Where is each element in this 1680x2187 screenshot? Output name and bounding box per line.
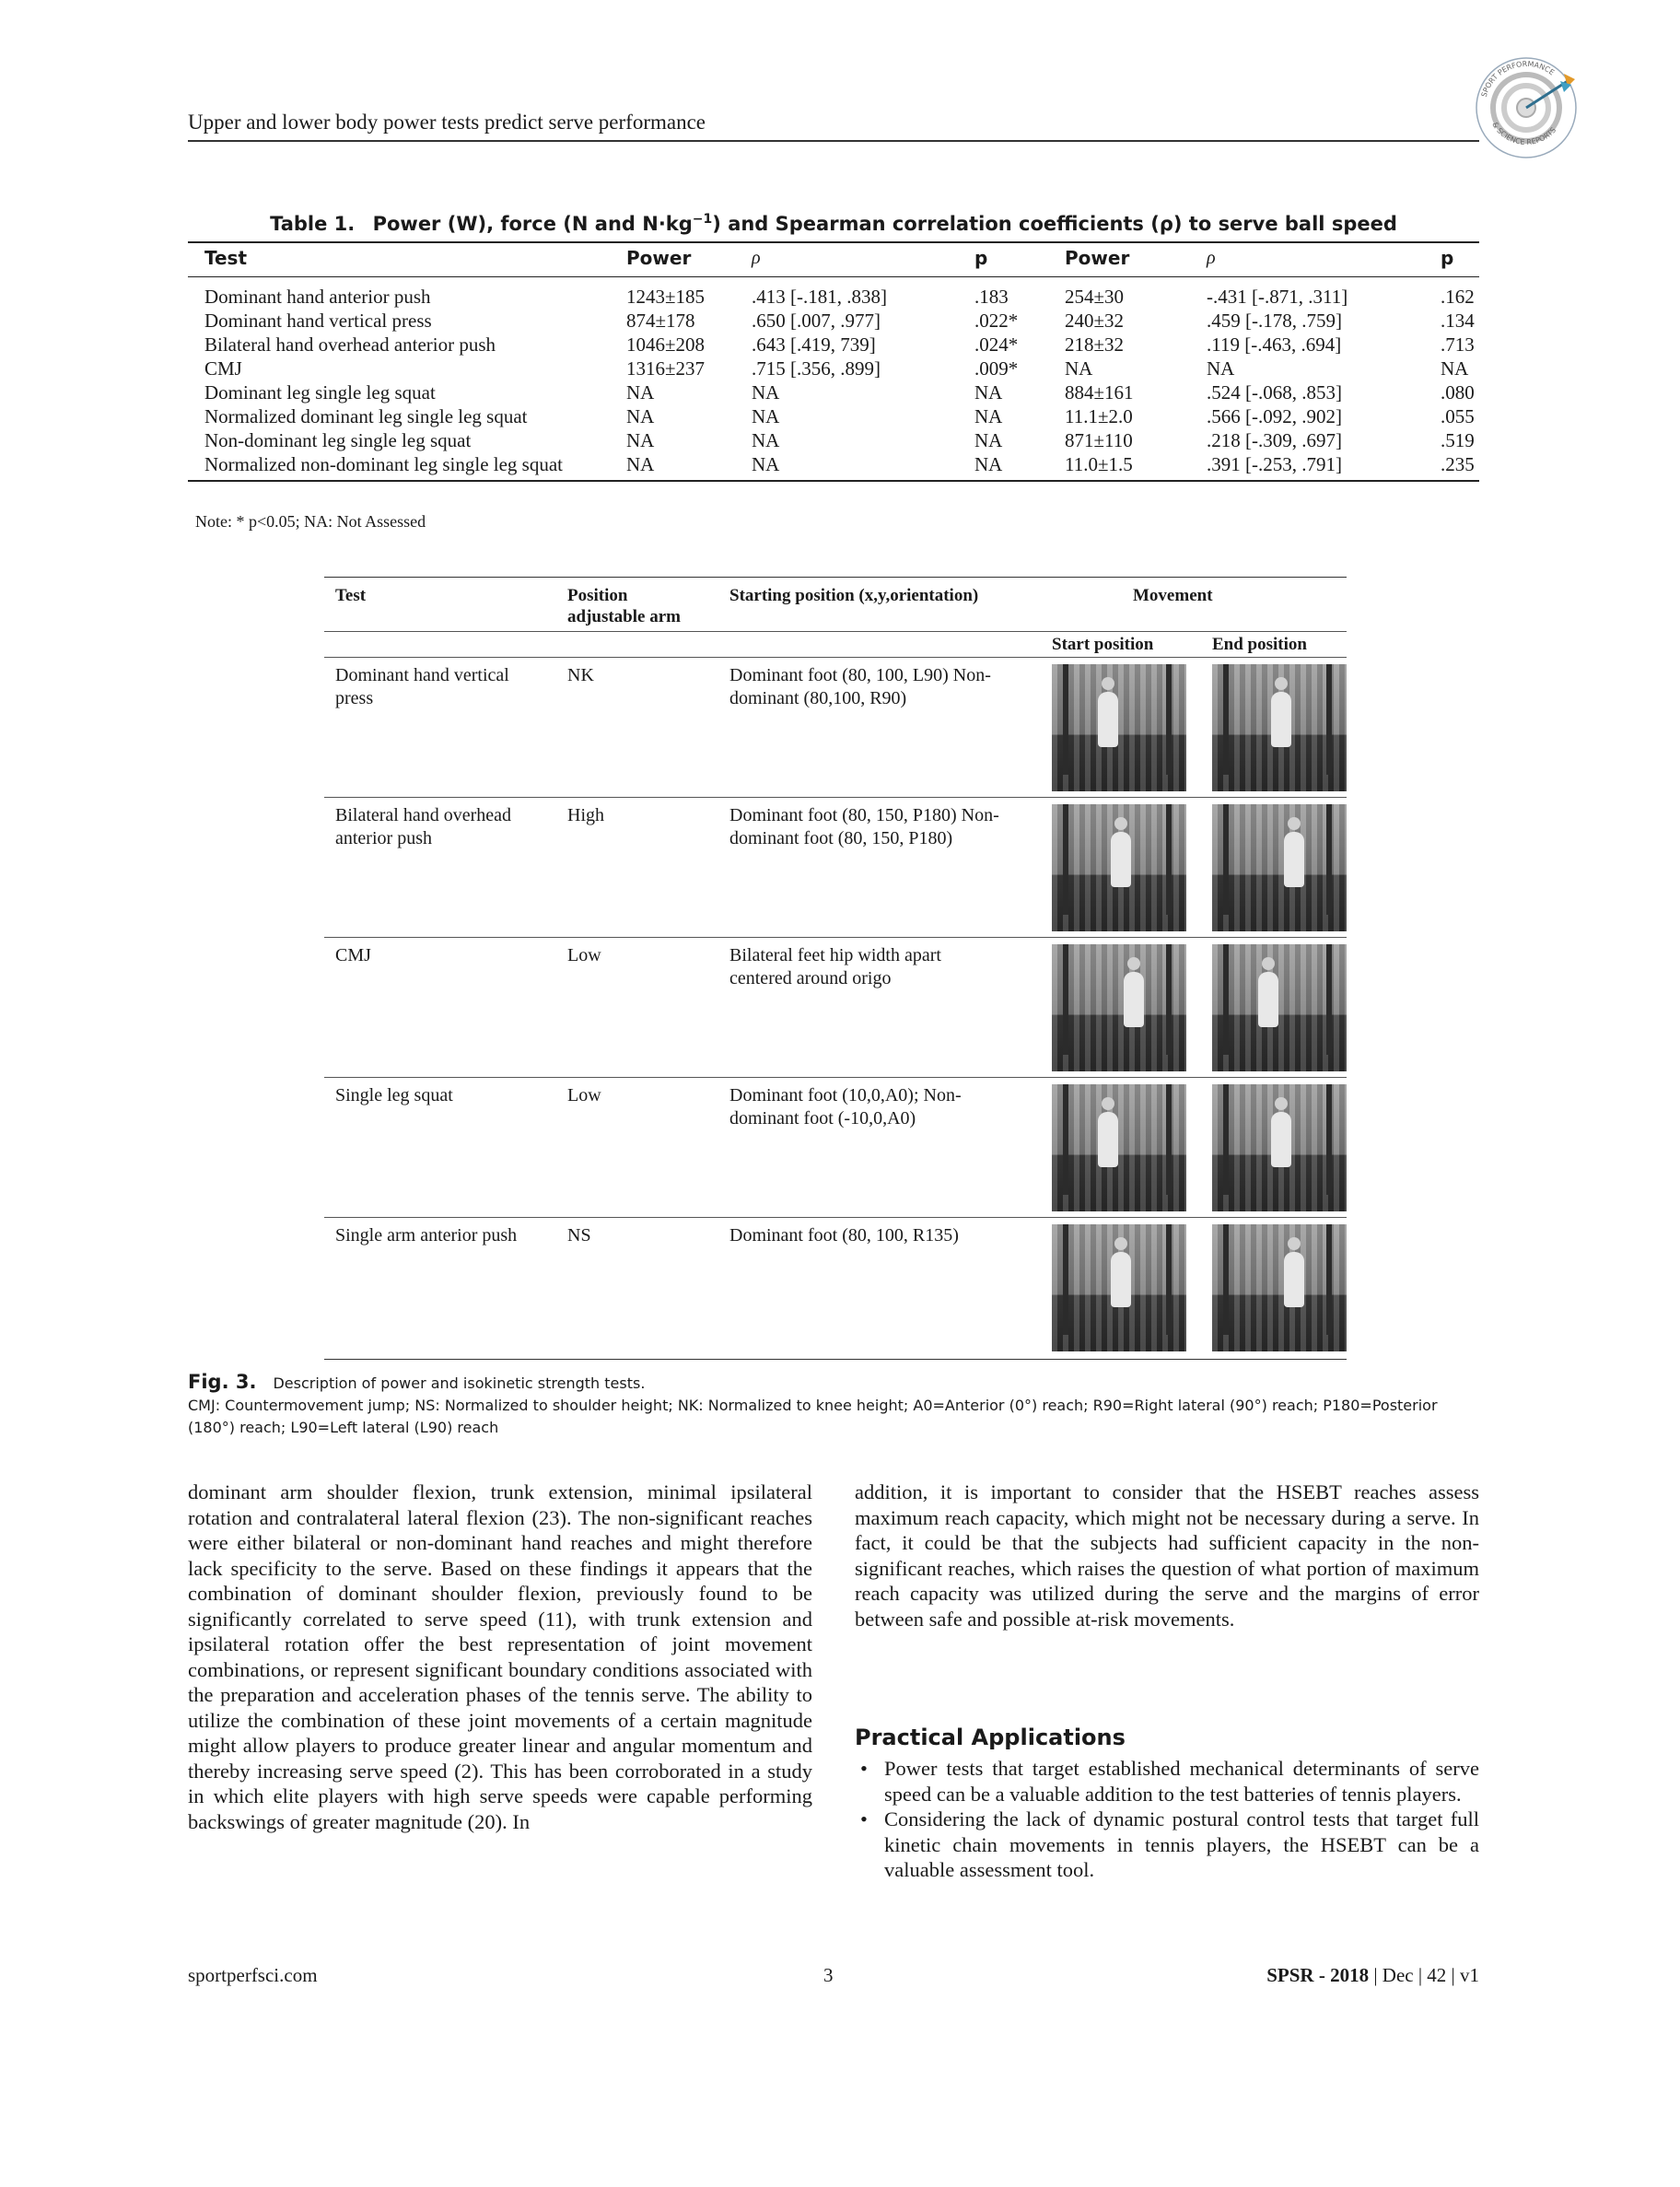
table1-caption [188,212,1479,235]
fig3-start-photo [1052,804,1186,931]
table1-body [188,277,1479,482]
table1-label: Table 1. [270,213,356,235]
table-cell: -.431 [-.871, .311] [1207,286,1348,308]
rack-frame [1223,1224,1229,1335]
fig3-position: Low [567,1085,601,1105]
table-cell: Bilateral hand overhead anterior push [204,333,496,356]
athlete-figure [1098,1112,1118,1167]
fig3-caption-text: CMJ: Countermovement jump; NS: Normalized to shoulder height; NK: Normalized to knee height; A0=Anterior (0°) reach; R90=Right lateral (90°) reach; P180=Posterior (180°) reach; L90=Left lateral (L90) reach [188,1397,1438,1436]
practical-applications-heading: Practical Applications [855,1725,1126,1750]
rack-frame [1223,664,1229,775]
rack-frame [1326,1084,1332,1195]
fig3-test-name: Dominant hand vertical press [335,665,509,708]
table-cell: NA [1207,357,1235,380]
fig3-starting-position: Dominant foot (80, 100, L90) Non-dominant (80,100, R90) [729,665,991,708]
table-cell: .519 [1441,429,1475,451]
header-rule [188,140,1479,142]
fig3-divider [324,1217,1347,1218]
footer-issue: | Dec | 42 | v1 [1369,1964,1479,1986]
rack-frame [1326,804,1332,915]
table-cell: NA [1441,357,1469,380]
fig3-header-start: Start position [1052,635,1154,654]
table-cell: NA [752,405,780,427]
fig3-starting-position: Dominant foot (10,0,A0); Non-dominant foot (-10,0,A0) [729,1085,962,1129]
fig3-divider [324,631,1347,632]
figure3-table [324,577,1347,1360]
athlete-figure [1284,1252,1304,1307]
table-cell: .055 [1441,405,1475,427]
athlete-figure [1124,972,1144,1027]
table-cell: .715 [.356, .899] [752,357,881,380]
fig3-end-photo [1212,804,1347,931]
table-row [188,333,1479,357]
fig3-end-photo [1212,664,1347,791]
table-cell: 871±110 [1065,429,1133,451]
table-cell: 1046±208 [626,333,706,356]
table-cell: .022* [974,310,1019,332]
table-cell: NA [752,381,780,403]
table-cell: 884±161 [1065,381,1134,403]
table1 [188,241,1479,482]
rack-frame [1063,804,1068,915]
table-row [188,404,1479,428]
rack-frame [1223,1084,1229,1195]
rack-frame [1166,664,1172,775]
rack-frame [1326,1224,1332,1335]
table-cell: .650 [.007, .977] [752,310,881,332]
table-row [188,309,1479,333]
athlete-figure [1111,1252,1131,1307]
table-cell: .235 [1424,452,1479,481]
rack-frame [1223,804,1229,915]
fig3-end-photo [1212,1224,1347,1351]
fig3-position: High [567,805,604,825]
table-cell: .643 [.419, 739] [752,333,876,356]
table-cell: .413 [-.181, .838] [752,286,887,308]
practical-applications-list [855,1756,1479,1883]
table1-header-cell: ρ [1190,242,1424,277]
table-cell: Normalized non-dominant leg single leg squat [188,452,610,481]
fig3-header-position: Position adjustable arm [567,586,681,626]
footer-page-number: 3 [823,1964,834,1986]
table-cell: .134 [1441,310,1475,332]
table-cell: NA [974,405,1003,427]
fig3-end-photo [1212,944,1347,1071]
table-cell: 874±178 [626,310,695,332]
table-cell: .183 [974,286,1009,308]
table-cell: 1316±237 [626,357,706,380]
fig3-position: NK [567,665,594,685]
running-header: Upper and lower body power tests predict serve performance [188,111,706,134]
table-cell: NA [735,452,958,481]
table-cell: 11.0±1.5 [1048,452,1190,481]
athlete-figure [1258,972,1278,1027]
athlete-figure [1271,1112,1291,1167]
table-cell: NA [1065,357,1093,380]
table-cell: .524 [-.068, .853] [1207,381,1342,403]
table-cell: Dominant leg single leg squat [204,381,436,403]
table1-header-row [188,242,1479,277]
table-cell: NA [958,452,1048,481]
fig3-starting-position: Dominant foot (80, 150, P180) Non-dominant foot (80, 150, P180) [729,805,999,848]
logo-text-top: SPORT PERFORMANCE [1479,59,1557,99]
rack-frame [1166,804,1172,915]
table-cell: .024* [974,333,1019,356]
table1-header-cell: ρ [735,242,958,277]
table-cell: .218 [-.309, .697] [1207,429,1342,451]
table1-title-sup: −1 [692,212,713,227]
table-row [188,428,1479,452]
fig3-header-test: Test [335,586,367,605]
table-cell: 11.1±2.0 [1065,405,1133,427]
fig3-start-photo [1052,944,1186,1071]
fig3-header-end: End position [1212,635,1307,654]
table-cell: .162 [1441,286,1475,308]
table1-title-tail: ) and Spearman correlation coefficients (ρ) to serve ball speed [712,213,1397,235]
table-row [188,380,1479,404]
table-cell: .459 [-.178, .759] [1207,310,1342,332]
figure3-caption [188,1371,1481,1439]
table-row [188,357,1479,380]
rack-frame [1166,944,1172,1055]
fig3-divider [324,657,1347,658]
fig3-end-photo [1212,1084,1347,1211]
rack-frame [1063,1084,1068,1195]
table1-header-cell: p [958,242,1048,277]
table1-header-cell: p [1424,242,1479,277]
table-cell: NA [974,381,1003,403]
rack-frame [1063,944,1068,1055]
fig3-divider [324,937,1347,938]
table-cell: NA [974,429,1003,451]
table-cell: Non-dominant leg single leg squat [204,429,472,451]
table1-note: Note: * p<0.05; NA: Not Assessed [195,512,426,531]
table1-header-cell: Test [188,242,610,277]
table-row [188,452,1479,481]
fig3-test-name: Single leg squat [335,1085,453,1105]
fig3-starting-position: Bilateral feet hip width apart centered around origo [729,945,941,988]
table-cell: .119 [-.463, .694] [1207,333,1342,356]
table-cell: NA [610,452,735,481]
table-cell: 218±32 [1065,333,1125,356]
table1-title: Power (W), force (N and N·kg [372,213,693,235]
table-cell: NA [626,429,655,451]
table-cell: 1243±185 [626,286,706,308]
table-cell: 240±32 [1065,310,1125,332]
table-cell: Dominant hand anterior push [204,286,431,308]
fig3-caption-title: Description of power and isokinetic strength tests. [273,1374,646,1392]
list-item: • Considering the lack of dynamic postural control tests that target full kinetic chain movements in tennis players, the HSEBT can be a valuable assessment tool. [855,1807,1479,1883]
footer-website: sportperfsci.com [188,1964,318,1986]
table-cell: NA [626,381,655,403]
table-cell: .566 [-.092, .902] [1207,405,1342,427]
rack-frame [1166,1224,1172,1335]
athlete-figure [1271,692,1291,747]
table-cell: .080 [1441,381,1475,403]
rack-frame [1326,664,1332,775]
table-cell: CMJ [204,357,242,380]
table-cell: Dominant hand vertical press [204,310,432,332]
fig3-start-photo [1052,1084,1186,1211]
table-cell: Normalized dominant leg single leg squat [204,405,528,427]
rack-frame [1166,1084,1172,1195]
fig3-divider [324,797,1347,798]
logo-text-bottom: & SCIENCE REPORTS [1490,120,1558,146]
table-cell: NA [752,429,780,451]
fig3-header-starting: Starting position (x,y,orientation) [729,586,979,605]
fig3-header-movement: Movement [1133,586,1213,605]
fig3-divider [324,1077,1347,1078]
rack-frame [1063,1224,1068,1335]
fig3-start-photo [1052,1224,1186,1351]
journal-logo-icon [1472,53,1581,162]
table-cell: 254±30 [1065,286,1125,308]
footer-journal-name: SPSR - 2018 [1266,1964,1370,1986]
fig3-test-name: Single arm anterior push [335,1225,518,1246]
fig3-test-name: Bilateral hand overhead anterior push [335,805,512,848]
table-cell: .713 [1441,333,1475,356]
footer-journal [1266,1964,1479,1987]
fig3-position: NS [567,1225,591,1246]
fig3-position: Low [567,945,601,965]
athlete-figure [1098,692,1118,747]
list-item: • Power tests that target established mechanical determinants of serve speed can be a valuable addition to the test batteries of tennis players. [855,1756,1479,1807]
fig3-starting-position: Dominant foot (80, 100, R135) [729,1225,959,1246]
fig3-test-name: CMJ [335,945,371,965]
fig3-caption-label: Fig. 3. [188,1371,257,1393]
rack-frame [1223,944,1229,1055]
rack-frame [1326,944,1332,1055]
table1-header-cell: Power [1048,242,1190,277]
athlete-figure [1111,832,1131,887]
table-cell: NA [626,405,655,427]
rack-frame [1063,664,1068,775]
body-right-column: addition, it is important to consider that the HSEBT reaches assess maximum reach capacity, which might not be necessary during a serve. In fact, it could be that the subjects had sufficient capacity in the non-significant reaches, which raises the question of what portion of maximum reach capacity was utilized during the serve and the margins of error between safe and possible at-risk movements. [855,1480,1479,1631]
athlete-figure [1284,832,1304,887]
table-cell: .391 [-.253, .791] [1190,452,1424,481]
fig3-start-photo [1052,664,1186,791]
table-row [188,277,1479,310]
body-left-column: dominant arm shoulder flexion, trunk extension, minimal ipsilateral rotation and contralateral lateral flexion (23). The non-significant reaches were either bilateral or non-dominant hand reaches and might therefore lack specificity to the serve. Based on these findings it appears that the combination of dominant shoulder flexion, previously found to be significantly correlated to serve speed (11), with trunk extension and ipsilateral rotation offer the best representation of joint movement combinations, or represent significant boundary conditions associated with the preparation and acceleration phases of the tennis serve. The ability to utilize the combination of these joint movements of a certain magnitude might allow players to produce greater linear and angular momentum and thereby increasing serve speed (2). This has been corroborated in a study in which elite players with high serve speeds were capable performing backswings of greater magnitude (20). In [188,1480,812,1833]
table-cell: .009* [974,357,1019,380]
table1-header-cell: Power [610,242,735,277]
